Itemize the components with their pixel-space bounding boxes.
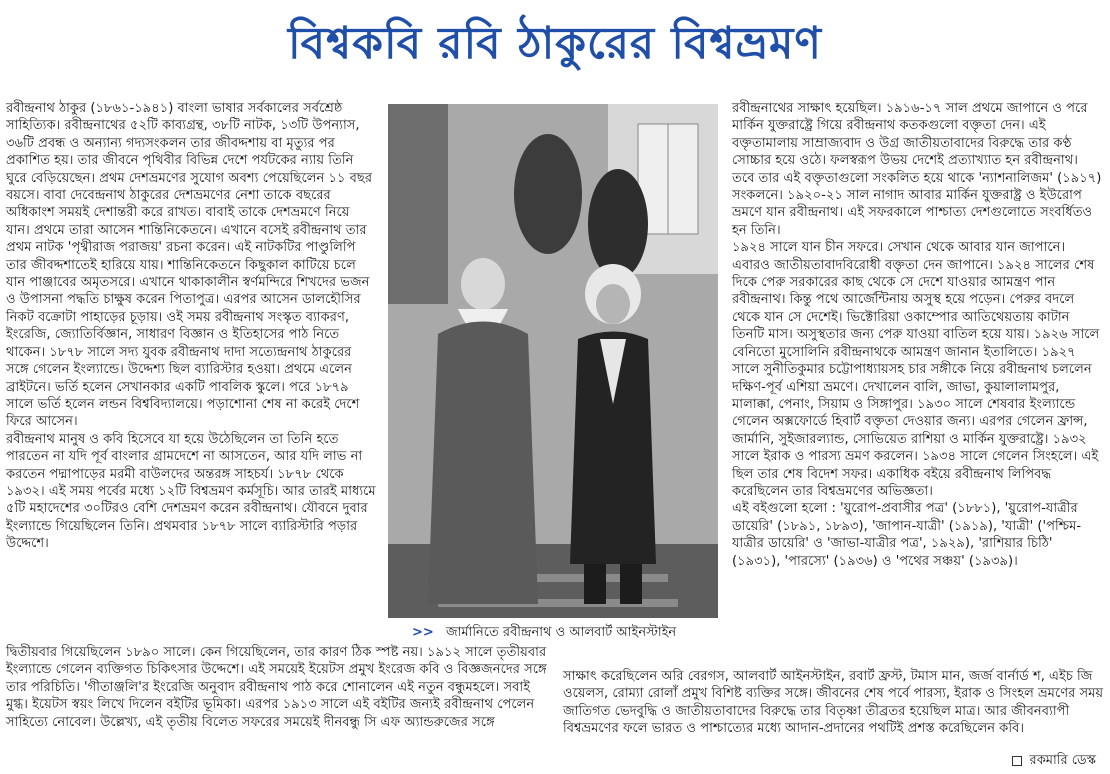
left-column-paragraph-3: দ্বিতীয়বার গিয়েছিলেন ১৮৯০ সালে। কেন গিয়েছিলেন, তার কারণ ঠিক স্পষ্ট নয়। ১৯১২ সালে তৃতীয়বার ইংল্যান্ডে গেলেন ব্যক্তিগত চিকিৎসার উদ্দেশে। এই সময়েই ইয়েটস প্রমুখ ইংরেজ কবি ও বিজ্ঞজনদের সঙ্গে তার পরিচিতি। 'গীতাঞ্জলি'র ইংরেজি অনুবাদ রবীন্দ্রনাথ পাঠ করে শোনালেন এই নতুন বন্ধুমহলে। সবাই মুগ্ধ। ইয়েটস স্বয়ং লিখে দিলেন বইটির ভূমিকা। এরপর ১৯১৩ সালে এই বইটির জন্যই রবীন্দ্রনাথ পেলেন সাহিত্যে নোবেল। উল্লেখ্য, এই তৃতীয় বিলেত সফরের সময়েই দীনবন্ধু সি এফ অ্যান্ডরুজের সঙ্গে bbox=[6, 645, 547, 730]
square-bullet-icon bbox=[1012, 756, 1022, 766]
right-column-paragraph-2: ১৯২৪ সালে যান চীন সফরে। সেখান থেকে আবার যান জাপানে। এবারও জাতীয়তাবাদবিরোধী বক্তৃতা দেন জাপানে। ১৯২৪ সালের শেষ দিকে পেরু সরকারের কাছ থেকে সে দেশে যাওয়ার আমন্ত্রণ পান রবীন্দ্রনাথ। কিন্তু পথে আর্জেন্টিনায় অসুস্থ হয়ে পড়েন। পেরুর বদলে থেকে যান সে দেশেই। ভিক্টোরিয়া ওকাম্পোর আতিথেয়তায় কাটান তিনটি মাস। অসুস্থতার জন্য পেরু যাওয়া বাতিল হয়ে যায়। ১৯২৬ সালে বেনিতো মুসোলিনি রবীন্দ্রনাথকে আমন্ত্রণ জানান ইতালিতে। ১৯২৭ সালে সুনীতিকুমার চট্টোপাধ্যায়সহ চার সঙ্গীকে নিয়ে রবীন্দ্রনাথ চললেন দক্ষিণ-পূর্ব এশিয়া ভ্রমণে। দেখালেন বালি, জাভা, কুয়ালালামপুর, মালাক্কা, পেনাং, সিয়াম ও সিঙ্গাপুর। ১৯৩০ সালে শেষবার ইংল্যান্ডে গেলেন অক্সফোর্ডে হিবার্ট বক্তৃতা দেওয়ার জন্য। এরপর গেলেন ফ্রান্স, জার্মানি, সুইজারল্যান্ড, সোভিয়েত রাশিয়া ও মার্কিন যুক্তরাষ্ট্রে। ১৯৩২ সালে ইরাক ও পারস্য ভ্রমণ করলেন। ১৯৩৪ সালে গেলেন সিংহলে। এই ছিল তার শেষ বিদেশ সফর। একাধিক বইয়ে রবীন্দ্রনাথ লিপিবদ্ধ করেছিলেন তার বিশ্বভ্রমণের অভিজ্ঞতা। bbox=[732, 240, 1100, 499]
byline-text: রকমারি ডেস্ক bbox=[1029, 753, 1096, 768]
bottom-right-column bbox=[563, 668, 1104, 738]
left-column-paragraph-1: রবীন্দ্রনাথ ঠাকুর (১৮৬১-১৯৪১) বাংলা ভাষার সর্বকালের সর্বশ্রেষ্ঠ সাহিত্যিক। রবীন্দ্রনাথের ৫২টি কাব্যগ্রন্থ, ৩৮টি নাটক, ১৩টি উপন্যাস, ৩৬টি প্রবন্ধ ও অন্যান্য গদ্যসংকলন তার জীবদ্দশায় বা মৃত্যুর পর প্রকাশিত হয়। তার জীবনে পৃথিবীর বিভিন্ন দেশে পর্যটকের ন্যায় তিনি ঘুরে বেড়িয়েছেন। প্রথম দেশভ্রমণের সুযোগ অবশ্য পেয়েছিলেন ১১ বছর বয়সে। বাবা দেবেন্দ্রনাথ ঠাকুরের দেশভ্রমণের নেশা তাকে বছরের অধিকাংশ সময়ই দেশান্তরী করে রাখত। বাবাই তাকে দেশভ্রমণে নিয়ে যান। প্রথমে তারা আসেন শান্তিনিকেতনে। এখানে বসেই রবীন্দ্রনাথ তার প্রথম নাটক 'পৃথ্বীরাজ পরাজয়' রচনা করেন। এই নাটকটির পাণ্ডুলিপি তার জীবদ্দশাতেই হারিয়ে যায়। শান্তিনিকেতনে কিছুকাল কাটিয়ে চলে যান পাঞ্জাবের অমৃতসরে। এখানে থাকাকালীন স্বর্ণমন্দিরে শিখদের ভজন ও উপাসনা পদ্ধতি চাক্ষুষ করেন পিতাপুত্র। এরপর আসেন ডালহৌসির নিকট বক্রোটা পাহাড়ের চূড়ায়। ওই সময় রবীন্দ্রনাথ সংস্কৃত ব্যাকরণ, ইংরেজি, জ্যোতির্বিজ্ঞান, সাধারণ বিজ্ঞান ও ইতিহাসের পাঠ নিতে থাকেন। ১৮৭৮ সালে সদ্য যুবক রবীন্দ্রনাথ দাদা সত্যেন্দ্রনাথ ঠাকুরের সঙ্গে গেলেন ইংল্যান্ডে। উদ্দেশ্য ছিল ব্যারিস্টার হওয়া। প্রথমে এলেন ব্রাইটনে। ভর্তি হলেন সেখানকার একটি পাবলিক স্কুলে। পরে ১৮৭৯ সালে ভর্তি হলেন লন্ডন বিশ্ববিদ্যালয়ে। পড়াশোনা শেষ না করেই দেশে ফিরে আসেন। bbox=[6, 101, 373, 430]
right-column bbox=[732, 100, 1104, 570]
left-column bbox=[6, 100, 376, 553]
caption-text: জার্মানিতে রবীন্দ্রনাথ ও আলবার্ট আইনস্টাইন bbox=[445, 625, 677, 640]
tagore-einstein-photo bbox=[388, 104, 718, 618]
left-bottom-column bbox=[6, 644, 553, 731]
article-title: বিশ্বকবি রবি ঠাকুরের বিশ্বভ্রমণ bbox=[288, 18, 822, 69]
caption-arrow-icon: >> bbox=[412, 625, 434, 640]
photo-caption bbox=[412, 624, 722, 642]
right-column-paragraph-1: রবীন্দ্রনাথের সাক্ষাৎ হয়েছিল। ১৯১৬-১৭ সাল প্রথমে জাপানে ও পরে মার্কিন যুক্তরাষ্ট্রে গিয়ে রবীন্দ্রনাথ কতকগুলো বক্তৃতা দেন। এই বক্তৃতামালায় সাম্রাজ্যবাদ ও উগ্র জাতীয়তাবাদের বিরুদ্ধে তার কণ্ঠ সোচ্চার হয়ে ওঠে। ফলস্বরূপ উভয় দেশেই প্রত্যাখ্যাত হন রবীন্দ্রনাথ। তবে তার এই বক্তৃতাগুলো সংকলিত হয়ে থাকে 'ন্যাশনালিজম' (১৯১৭) সংকলনে। ১৯২০-২১ সাল নাগাদ আবার মার্কিন যুক্তরাষ্ট্র ও ইউরোপ ভ্রমণে যান রবীন্দ্রনাথ। এই সফরকালে পাশ্চাত্য দেশগুলোতে সংবর্ধিতও হন তিনি। bbox=[732, 101, 1102, 238]
right-column-paragraph-3: এই বইগুলো হলো : 'য়ুরোপ-প্রবাসীর পত্র' (১৮৮১), 'য়ুরোপ-যাত্রীর ডায়েরি' (১৮৯১, ১৮৯৩), 'জাপান-যাত্রী' (১৯১৯), 'যাত্রী' ('পশ্চিম-যাত্রীর ডায়েরি' ও 'জাভা-যাত্রীর পত্র', ১৯২৯), 'রাশিয়ার চিঠি' (১৯৩১), 'পারস্যে' (১৯৩৬) ও 'পথের সঞ্চয়' (১৯৩৯)। bbox=[732, 501, 1082, 569]
photo-illustration bbox=[388, 104, 718, 618]
bottom-right-paragraph: সাক্ষাৎ করেছিলেন অরি বেরগস, আলবার্ট আইনস্টাইন, রবার্ট ফ্রস্ট, টমাস মান, জর্জ বার্নার্ড শ, এইচ জি ওয়েলস, রোম্যা রোলাঁ প্রমুখ বিশিষ্ট ব্যক্তির সঙ্গে। জীবনের শেষ পর্বে পারস্য, ইরাক ও সিংহল ভ্রমণের সময় জাতিগত ভেদবুদ্ধি ও জাতীয়তাবাদের বিরুদ্ধে তার বিতৃষ্ণা তীব্রতর হয়েছিল মাত্র। আর জীবনব্যাপী বিশ্বভ্রমণের ফলে ভারত ও পাশ্চাত্যের মধ্যে আদান-প্রদানের পথটিই প্রশস্ত করেছিলেন কবি। bbox=[563, 669, 1104, 737]
byline bbox=[1012, 752, 1096, 770]
left-column-paragraph-2: রবীন্দ্রনাথ মানুষ ও কবি হিসেবে যা হয়ে উঠেছিলেন তা তিনি হতে পারতেন না যদি পূর্ব বাংলার গ্রামদেশে না আসতেন, আর যদি লাভ না করতেন পদ্মাপাড়ের মরমী বাউলদের অন্তরঙ্গ সাহচর্য। ১৮৭৮ থেকে ১৯৩২। এই সময় পর্বের মধ্যে ১২টি বিশ্বভ্রমণ কর্মসূচি। আর তারই মাধ্যমে ৫টি মহাদেশের ৩০টিরও বেশি দেশভ্রমণ করেন রবীন্দ্রনাথ। যৌবনে দুবার ইংল্যান্ডে গিয়েছিলেন তিনি। প্রথমবার ১৮৭৮ সালে ব্যারিস্টারি পড়ার উদ্দেশে। bbox=[6, 431, 376, 552]
